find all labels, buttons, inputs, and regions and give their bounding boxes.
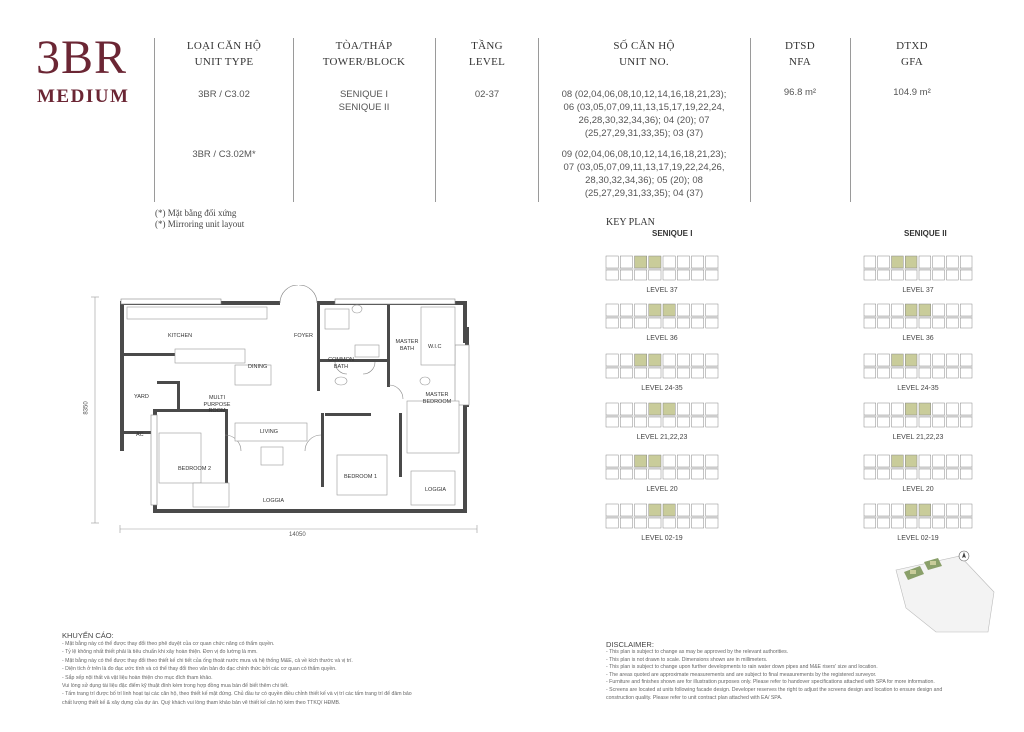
key-plan-level-label: LEVEL 37 [902,287,934,294]
key-plan-level-label: LEVEL 02-19 [897,535,939,542]
vi-disclaimer-line: - Tỷ lệ không nhất thiết phải là tiêu chuẩn khi xây hoàn thiện. Đơn vị đo lường là mm. [62,649,258,656]
en-disclaimer-line: - The areas quoted are approximate measurements and are subject to final measurements by the registered surveyor. [606,671,877,678]
key-plan-thumbnail [858,451,978,485]
room-foyer: FOYER [294,333,313,339]
key-plan-thumbnail [600,252,724,286]
row2-unit-type: 3BR / C3.02M* [192,149,256,160]
tower-heading-2: SENIQUE II [904,229,947,238]
table-divider [850,38,851,202]
vi-disclaimer-line: - Sắp xếp nội thất và vật liệu hoàn thiện cho mục đích tham khảo. [62,674,213,681]
key-plan-title: KEY PLAN [606,217,655,228]
header-unit-type: LOẠI CĂN HỘ UNIT TYPE [186,40,262,68]
site-plan-thumbnail [876,548,1006,634]
key-plan-thumbnail [600,500,724,534]
header-nfa: DTSD NFA [785,40,815,68]
row1-nfa: 96.8 m² [783,87,817,98]
key-plan-thumbnail [600,350,724,384]
unit-type-title: 3BR [36,31,128,84]
key-plan-thumbnail [858,300,978,334]
key-plan-level-label: LEVEL 37 [646,287,678,294]
dimension-height: 8350 [83,401,90,415]
dimension-width: 14050 [289,532,306,538]
unit-size-subtitle: MEDIUM [37,86,130,107]
row1-gfa: 104.9 m² [893,87,931,98]
vi-disclaimer-line: - Mặt bằng này có thể được thay đổi theo thiết kế chi tiết của ống thoát nước mưa và hệ thống M&E, cả về kích thước và vị trí. [62,657,353,664]
row1-unit-no: 08 (02,04,06,08,10,12,14,16,18,21,23); 06 (03,05,07,09,11,13,15,17,19,22,24, 26,28,30,32,34,36); 04 (20); 07 (25,27,29,31,33,35); 03 (37) [561,89,727,139]
table-divider [154,38,155,202]
vi-disclaimer-line: - Diện tích ở trên là đo đạc ước tính và có thể thay đổi theo văn bản đo đạc chính thức bởi các cơ quan có thẩm quyền. [62,666,337,673]
key-plan-thumbnail [858,500,978,534]
row2-unit-no: 09 (02,04,06,08,10,12,14,16,18,21,23); 07 (03,05,07,09,11,13,17,19,22,24,26, 28,30,32,34,36); 05 (20); 08 (25,27,29,31,33,35); 04 (37) [561,149,727,199]
room-living: LIVING [260,429,279,435]
mirror-note: (*) Mặt bằng đối xứng (*) Mirroring unit layout [155,208,245,229]
vi-disclaimer-line: - Mặt bằng này có thể được thay đổi theo phê duyệt của cơ quan chức năng có thẩm quyền. [62,641,275,647]
room-master-bath: MASTER BATH [395,339,419,352]
key-plan-level-label: LEVEL 21,22,23 [636,434,688,441]
tower-heading-1: SENIQUE I [652,229,693,238]
table-divider [435,38,436,202]
room-bedroom-2: BEDROOM 2 [178,466,212,472]
en-disclaimer-line: - This plan is not drawn to scale. Dimensions shown are in millimeters. [606,656,768,663]
key-plan-level-label: LEVEL 20 [902,486,934,493]
key-plan-thumbnail [858,399,978,433]
vi-disclaimer-line: chất lượng thiết kế & xây dựng của dự án. Quý khách vui lòng tham khảo bản vẽ thiết kế căn hộ kèm theo TTKQ/ HĐMB. [62,699,341,706]
table-divider [293,38,294,202]
room-dining: DINING [248,364,268,370]
vi-disclaimer-line: - Tấm trang trí được bố trí linh hoạt tại các căn hộ, theo thiết kế mặt đứng. Chủ đầu tư có quyền điều chỉnh thiết kế và vị trí các tấm trang trí để đảm bảo [62,691,412,698]
en-disclaimer-line: - This plan is subject to change as may be approved by the relevant authorities. [606,649,789,655]
key-plan-level-label: LEVEL 20 [646,486,678,493]
room-bedroom-1: BEDROOM 1 [344,474,378,480]
vi-disclaimer-line: Vui lòng sử dụng tài liệu đặc điểm kỹ thuật đính kèm trong hợp đồng mua bán để biết thêm chi tiết. [62,683,289,689]
key-plan-level-label: LEVEL 36 [646,335,678,342]
room-loggia-1: LOGGIA [263,498,285,504]
room-multi-purpose: MULTI PURPOSE ROOM [203,395,231,414]
header-tower: TÒA/THÁP TOWER/BLOCK [322,40,406,68]
en-disclaimer-line: construction quality. Please refer to unit contract plan attached with EA/ SPA. [606,694,783,701]
en-disclaimer-line: - Screens are located at units following facade design. Developer reserves the right to adjust the screens design and location to ensure design and [606,687,943,693]
room-kitchen: KITCHEN [168,333,193,339]
floor-plan-drawing [85,285,485,545]
row1-tower: SENIQUE I SENIQUE II [338,89,390,113]
key-plan-thumbnail [600,300,724,334]
key-plan-thumbnail [600,399,724,433]
en-disclaimer-line: - Furniture and finishes shown are for illustration purposes only. Please refer to handover specifications attached with SPA for more information. [606,679,935,686]
room-wic: W.I.C [428,344,442,350]
row1-level: 02-37 [474,89,500,100]
key-plan-level-label: LEVEL 24-35 [897,385,939,392]
room-loggia-2: LOGGIA [425,487,447,493]
header-unit-no: SỐ CĂN HỘ UNIT NO. [613,40,675,68]
en-disclaimer-line: - This plan is subject to change upon further developments to rain water down pipes and M&E risers' size and location. [606,664,878,671]
key-plan-thumbnail [858,350,978,384]
room-ac: AC [136,432,144,438]
en-disclaimer-title: DISCLAIMER: [606,640,654,649]
key-plan-thumbnail [600,451,724,485]
key-plan-thumbnail [858,252,978,286]
header-level: TẦNG LEVEL [468,40,506,68]
room-master-bedroom: MASTER BEDROOM [422,392,452,405]
key-plan-level-label: LEVEL 02-19 [641,535,683,542]
table-divider [750,38,751,202]
room-yard: YARD [134,394,149,400]
key-plan-level-label: LEVEL 21,22,23 [892,434,944,441]
table-divider [538,38,539,202]
vi-disclaimer-title: KHUYẾN CÁO: [62,631,114,640]
row1-unit-type: 3BR / C3.02 [198,89,250,100]
room-common-bath: COMMON BATH [328,357,354,370]
key-plan-level-label: LEVEL 36 [902,335,934,342]
header-gfa: DTXD GFA [896,40,928,68]
key-plan-level-label: LEVEL 24-35 [641,385,683,392]
